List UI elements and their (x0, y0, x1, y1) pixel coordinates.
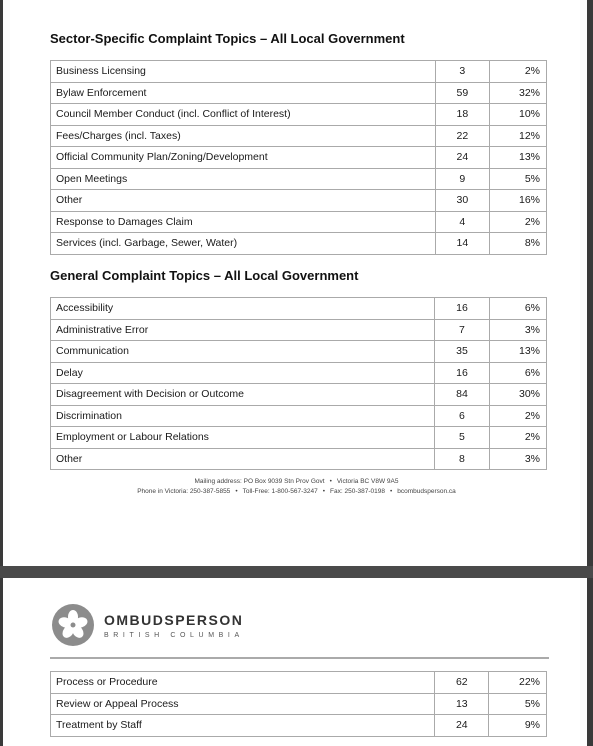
footer-phone: Phone in Victoria: 250-387-5855 (137, 488, 231, 495)
table-row (51, 82, 547, 104)
topic-label: Communication (51, 341, 435, 363)
table-row (51, 715, 547, 737)
topic-percent: 8% (489, 233, 546, 255)
topic-label: Discrimination (51, 405, 435, 427)
footer-tollfree: Toll-Free: 1-800-567-3247 (242, 488, 318, 495)
table-row (51, 61, 547, 83)
topic-percent: 13% (489, 341, 547, 363)
topic-label: Services (incl. Garbage, Sewer, Water) (51, 233, 436, 255)
topic-percent: 2% (489, 405, 547, 427)
separator-bullet: • (235, 488, 238, 495)
topic-label: Other (51, 448, 435, 470)
table-row (51, 693, 547, 715)
topic-label: Open Meetings (51, 168, 436, 190)
topic-count: 16 (435, 298, 489, 320)
topic-percent: 5% (489, 693, 547, 715)
page-edge (0, 578, 3, 746)
topic-count: 62 (435, 672, 489, 694)
footer-contact (0, 488, 593, 495)
footer-mailing-address: Mailing address: PO Box 9039 Stn Prov Govt (194, 478, 325, 485)
page2-topics-table (50, 671, 547, 737)
general-topics-table (50, 297, 547, 470)
topic-label: Response to Damages Claim (51, 211, 436, 233)
topic-label: Process or Procedure (51, 672, 435, 694)
topic-percent: 6% (489, 362, 547, 384)
topic-label: Bylaw Enforcement (51, 82, 436, 104)
footer-website[interactable]: bcombudsperson.ca (397, 488, 456, 495)
topic-label: Delay (51, 362, 435, 384)
topic-percent: 10% (489, 104, 546, 126)
separator-bullet: • (389, 488, 393, 495)
topic-count: 18 (435, 104, 489, 126)
topic-label: Disagreement with Decision or Outcome (51, 384, 435, 406)
topic-percent: 2% (489, 61, 546, 83)
topic-label: Fees/Charges (incl. Taxes) (51, 125, 436, 147)
topic-percent: 22% (489, 672, 547, 694)
table-row (51, 190, 547, 212)
table-row (51, 427, 547, 449)
table-row (51, 211, 547, 233)
topic-count: 6 (435, 405, 489, 427)
topic-count: 9 (435, 168, 489, 190)
table-row (51, 147, 547, 169)
topic-count: 22 (435, 125, 489, 147)
topic-count: 3 (435, 61, 489, 83)
footer-fax: Fax: 250-387-0198 (330, 488, 385, 495)
table-row (51, 319, 547, 341)
topic-percent: 16% (489, 190, 546, 212)
topic-label: Review or Appeal Process (51, 693, 435, 715)
topic-label: Other (51, 190, 436, 212)
topic-percent: 12% (489, 125, 546, 147)
table-row (51, 672, 547, 694)
topic-label: Treatment by Staff (51, 715, 435, 737)
divider-rule (50, 657, 549, 659)
table-row (51, 233, 547, 255)
topic-percent: 9% (489, 715, 547, 737)
sector-topics-table (50, 60, 547, 255)
topic-count: 24 (435, 147, 489, 169)
table-row (51, 168, 547, 190)
separator-bullet: • (329, 478, 332, 485)
topic-percent: 30% (489, 384, 547, 406)
topic-count: 30 (435, 190, 489, 212)
table-row (51, 384, 547, 406)
topic-label: Administrative Error (51, 319, 435, 341)
topic-percent: 13% (489, 147, 546, 169)
topic-label: Business Licensing (51, 61, 436, 83)
topic-percent: 6% (489, 298, 547, 320)
page-gap (0, 566, 593, 578)
sector-section-title: Sector-Specific Complaint Topics – All Local Government (50, 31, 405, 46)
topic-label: Accessibility (51, 298, 435, 320)
topic-percent: 5% (489, 168, 546, 190)
general-section-title: General Complaint Topics – All Local Government (50, 268, 359, 283)
topic-count: 59 (435, 82, 489, 104)
page-edge (587, 578, 593, 746)
topic-count: 84 (435, 384, 489, 406)
topic-count: 13 (435, 693, 489, 715)
logo-subtitle: BRITISH COLUMBIA (104, 632, 244, 639)
logo-name: OMBUDSPERSON (104, 612, 244, 628)
table-row (51, 405, 547, 427)
topic-percent: 2% (489, 427, 547, 449)
footer-city: Victoria BC V8W 9A5 (336, 478, 399, 485)
table-row (51, 104, 547, 126)
topic-percent: 32% (489, 82, 546, 104)
topic-count: 8 (435, 448, 489, 470)
table-row (51, 125, 547, 147)
topic-percent: 3% (489, 319, 547, 341)
topic-label: Council Member Conduct (incl. Conflict of Interest) (51, 104, 436, 126)
report-page-2 (0, 578, 593, 746)
topic-count: 4 (435, 211, 489, 233)
topic-percent: 2% (489, 211, 546, 233)
topic-count: 16 (435, 362, 489, 384)
topic-count: 14 (435, 233, 489, 255)
flower-emblem-icon (52, 604, 94, 646)
topic-label: Employment or Labour Relations (51, 427, 435, 449)
table-row (51, 448, 547, 470)
footer-mailing (0, 478, 593, 485)
topic-label: Official Community Plan/Zoning/Development (51, 147, 436, 169)
topic-count: 35 (435, 341, 489, 363)
separator-bullet: • (322, 488, 326, 495)
cut-off-text-fragment (50, 0, 74, 4)
table-row (51, 298, 547, 320)
topic-percent: 3% (489, 448, 547, 470)
table-row (51, 362, 547, 384)
topic-count: 7 (435, 319, 489, 341)
topic-count: 5 (435, 427, 489, 449)
topic-count: 24 (435, 715, 489, 737)
table-row (51, 341, 547, 363)
